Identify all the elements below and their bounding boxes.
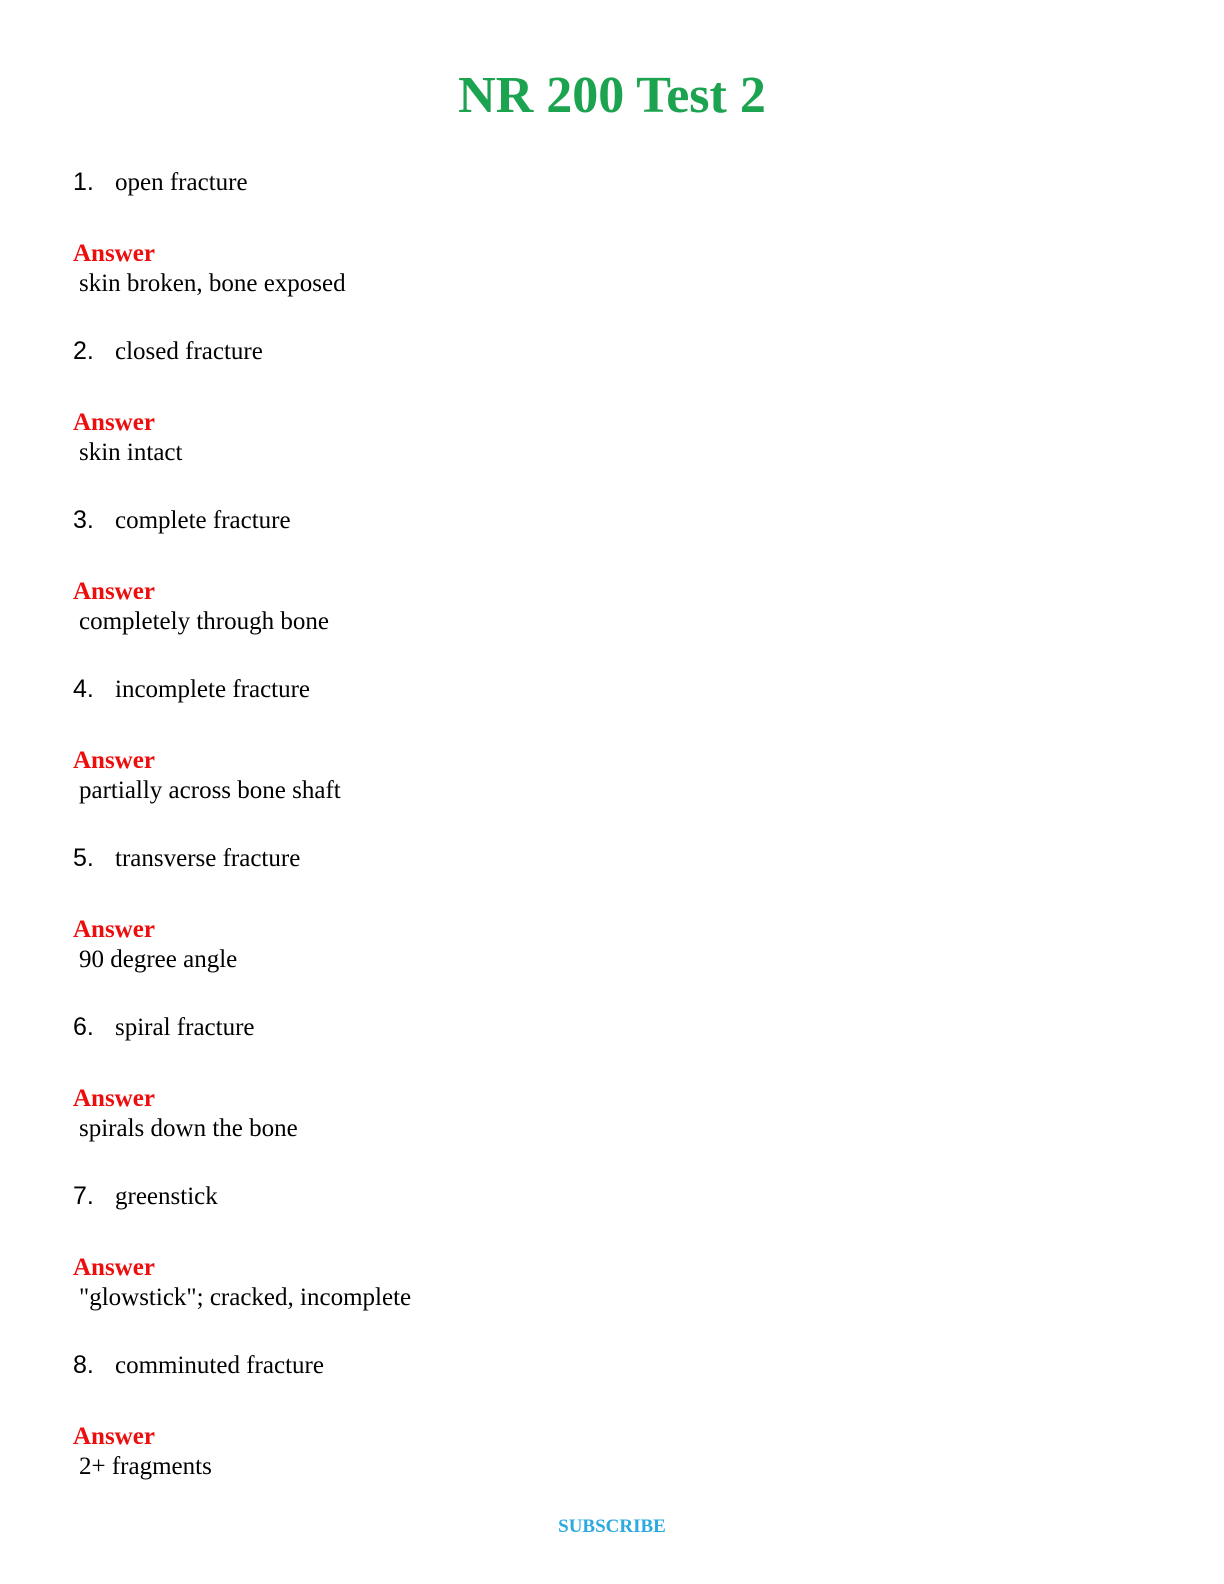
answer-label: Answer	[73, 1423, 155, 1450]
question-term: comminuted fracture	[115, 1352, 324, 1379]
page-title: NR 200 Test 2	[458, 67, 766, 124]
question-line	[73, 1012, 1164, 1043]
question-number: 8.	[73, 1351, 94, 1379]
question-term: complete fracture	[115, 507, 291, 534]
question-line	[73, 1181, 1164, 1212]
question-item	[73, 505, 1164, 674]
answer-text: partially across bone shaft	[79, 777, 341, 804]
answer-text: "glowstick"; cracked, incomplete	[79, 1284, 412, 1311]
question-line	[73, 336, 1164, 367]
answer-label: Answer	[73, 916, 155, 943]
question-item	[73, 843, 1164, 1012]
question-number: 7.	[73, 1182, 94, 1210]
question-term: open fracture	[115, 169, 248, 196]
question-item	[73, 1012, 1164, 1181]
question-item	[73, 1350, 1164, 1519]
question-term: spiral fracture	[115, 1014, 255, 1041]
question-term: transverse fracture	[115, 845, 301, 872]
question-number: 1.	[73, 168, 94, 196]
question-number: 3.	[73, 506, 94, 534]
answer-text: skin broken, bone exposed	[79, 270, 346, 297]
question-line	[73, 505, 1164, 536]
question-term: incomplete fracture	[115, 676, 311, 703]
question-item	[73, 1181, 1164, 1350]
question-item	[73, 674, 1164, 843]
question-item	[73, 167, 1164, 336]
question-number: 2.	[73, 337, 94, 365]
answer-label: Answer	[73, 240, 155, 267]
question-number: 5.	[73, 844, 94, 872]
question-list	[73, 167, 1164, 1519]
answer-label: Answer	[73, 409, 155, 436]
question-line	[73, 843, 1164, 874]
answer-text: 2+ fragments	[79, 1453, 212, 1480]
answer-text: skin intact	[79, 439, 183, 466]
question-number: 6.	[73, 1013, 94, 1041]
subscribe-link[interactable]: SUBSCRIBE	[558, 1516, 666, 1537]
answer-label: Answer	[73, 1254, 155, 1281]
question-term: closed fracture	[115, 338, 263, 365]
answer-text: 90 degree angle	[79, 946, 238, 973]
page-footer	[0, 1516, 1224, 1538]
question-term: greenstick	[115, 1183, 218, 1210]
question-line	[73, 1350, 1164, 1381]
question-item	[73, 336, 1164, 505]
answer-label: Answer	[73, 747, 155, 774]
answer-label: Answer	[73, 578, 155, 605]
answer-label: Answer	[73, 1085, 155, 1112]
question-line	[73, 167, 1164, 198]
question-line	[73, 674, 1164, 705]
question-number: 4.	[73, 675, 94, 703]
answer-text: completely through bone	[79, 608, 329, 635]
answer-text: spirals down the bone	[79, 1115, 298, 1142]
